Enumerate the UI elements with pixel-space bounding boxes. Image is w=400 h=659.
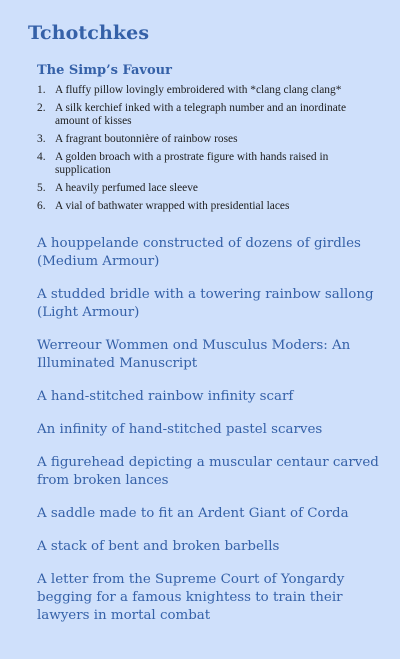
tchotchke-item: A stack of bent and broken barbells — [37, 539, 280, 554]
page-title: Tchotchkes — [28, 22, 150, 44]
list-item — [0, 102, 400, 128]
list-item-number: 6. — [37, 200, 46, 212]
tchotchke-item: A saddle made to fit an Ardent Giant of Corda — [37, 506, 349, 521]
list-item — [0, 200, 400, 213]
list-item-number: 2. — [37, 102, 46, 114]
list-item — [0, 133, 400, 146]
tchotchke-item: A letter from the Supreme Court of Yongardy begging for a famous knightess to train their lawyers in mortal combat — [37, 572, 345, 623]
list-item-number: 4. — [37, 151, 46, 163]
list-item-number: 5. — [37, 182, 46, 194]
tchotchke-item: A figurehead depicting a muscular centaur carved from broken lances — [37, 455, 379, 488]
section-title-simps-favour: The Simp’s Favour — [37, 63, 172, 78]
list-item-number: 3. — [37, 133, 46, 145]
list-item — [0, 84, 400, 97]
list-item — [0, 182, 400, 195]
simps-favour-list — [0, 84, 400, 218]
list-item-text: A heavily perfumed lace sleeve — [55, 182, 198, 194]
tchotchke-item: An infinity of hand-stitched pastel scarves — [37, 422, 323, 437]
tchotchke-item: A studded bridle with a towering rainbow sallong (Light Armour) — [37, 287, 374, 320]
tchotchke-item: A houppelande constructed of dozens of girdles (Medium Armour) — [37, 236, 361, 269]
tchotchke-item: A hand-stitched rainbow infinity scarf — [37, 389, 294, 404]
list-item-text: A silk kerchief inked with a telegraph number and an inordinate amount of kisses — [55, 102, 347, 127]
list-item-text: A vial of bathwater wrapped with presidential laces — [55, 200, 290, 212]
list-item-text: A golden broach with a prostrate figure with hands raised in supplication — [55, 151, 329, 176]
tchotchke-item: Werreour Wommen ond Musculus Moders: An Illuminated Manuscript — [37, 338, 351, 371]
tchotchke-list — [0, 235, 400, 640]
list-item-text: A fluffy pillow lovingly embroidered with *clang clang clang* — [55, 84, 342, 96]
list-item-number: 1. — [37, 84, 46, 96]
list-item-text: A fragrant boutonnière of rainbow roses — [55, 133, 238, 145]
list-item — [0, 151, 400, 177]
